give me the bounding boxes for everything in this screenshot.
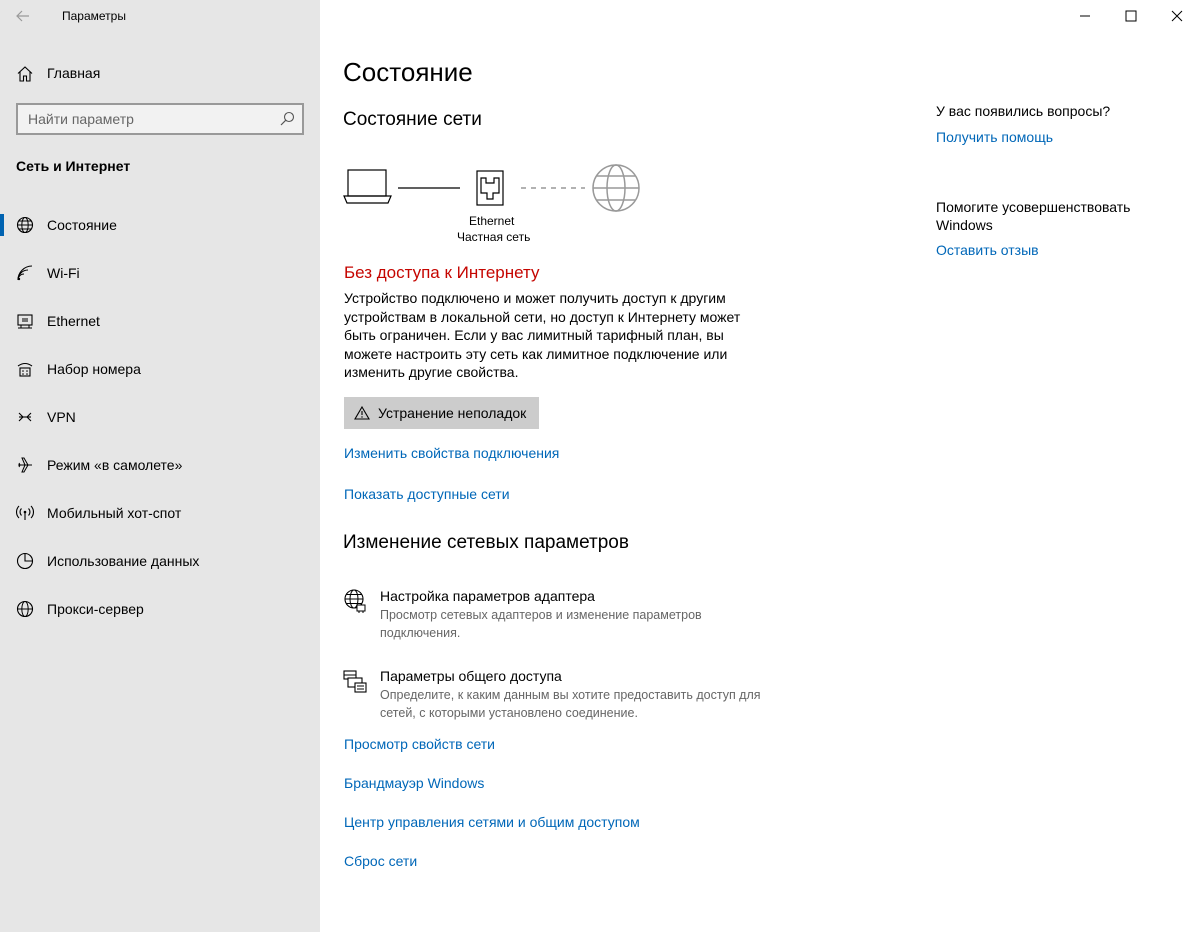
warning-icon (354, 406, 370, 420)
adapter-name: Ethernet (469, 214, 515, 228)
search-icon (279, 111, 295, 127)
sidebar-item-label: Ethernet (47, 313, 100, 329)
main-content (320, 0, 1200, 932)
change-network-settings-heading: Изменение сетевых параметров (343, 532, 629, 553)
sharing-settings-item[interactable] (342, 668, 782, 724)
setting-title: Параметры общего доступа (380, 668, 562, 684)
network-sharing-center-link[interactable]: Центр управления сетями и общим доступом (344, 814, 640, 830)
adapter-settings-item[interactable] (342, 588, 782, 644)
sidebar-item-data-usage[interactable] (0, 537, 320, 585)
home-icon (16, 65, 34, 83)
sidebar-item-label: Мобильный хот-спот (47, 505, 182, 521)
windows-firewall-link[interactable]: Брандмауэр Windows (344, 775, 485, 791)
get-help-link[interactable]: Получить помощь (936, 129, 1054, 145)
troubleshoot-button[interactable] (344, 397, 539, 429)
proxy-globe-icon (16, 600, 34, 618)
internet-globe-icon (593, 165, 639, 211)
sidebar-item-vpn[interactable] (0, 393, 320, 441)
connection-status: Без доступа к Интернету (344, 263, 540, 282)
sidebar (0, 0, 320, 932)
page-title: Состояние (343, 57, 473, 87)
sidebar-item-dialup[interactable] (0, 345, 320, 393)
setting-description: Определите, к каким данным вы хотите предоставить доступ для сетей, с которыми установлено соединение. (380, 688, 761, 720)
sidebar-item-label: Набор номера (47, 361, 141, 377)
sidebar-item-proxy[interactable] (0, 585, 320, 633)
laptop-icon (344, 170, 391, 203)
hotspot-icon (16, 504, 34, 522)
show-available-networks-link[interactable]: Показать доступные сети (344, 486, 510, 502)
troubleshoot-label: Устранение неполадок (378, 405, 527, 421)
dialup-icon (16, 360, 34, 378)
status-description: Устройство подключено и может получить доступ к другим устройствам в локальной сети, но доступ к Интернету может быть ограничен. Если у вас лимитный тарифный план, вы можете настроить эту сеть как лимитное подключение или изменить другие свойства. (344, 290, 741, 380)
improve-windows-text: Помогите усовершенствовать Windows (936, 199, 1131, 233)
sidebar-item-ethernet[interactable] (0, 297, 320, 345)
sidebar-item-status[interactable] (0, 201, 320, 249)
sidebar-item-label: VPN (47, 409, 76, 425)
sidebar-item-label: Wi-Fi (47, 265, 80, 281)
app-title: Параметры (62, 9, 126, 23)
adapter-globe-icon (342, 588, 368, 614)
router-icon (477, 171, 503, 205)
network-type: Частная сеть (457, 230, 531, 244)
section-label: Сеть и Интернет (16, 158, 131, 174)
give-feedback-link[interactable]: Оставить отзыв (936, 242, 1039, 258)
sidebar-item-label: Состояние (47, 217, 117, 233)
ethernet-icon (16, 312, 34, 330)
search-input[interactable] (28, 110, 268, 128)
change-connection-properties-link[interactable]: Изменить свойства подключения (344, 445, 560, 461)
setting-title: Настройка параметров адаптера (380, 588, 595, 604)
home-label: Главная (47, 65, 101, 81)
data-usage-icon (16, 552, 34, 570)
network-reset-link[interactable]: Сброс сети (344, 853, 418, 869)
sidebar-item-label: Режим «в самолете» (47, 457, 183, 473)
titlebar (0, 0, 320, 32)
vpn-icon (16, 408, 34, 426)
view-network-properties-link[interactable]: Просмотр свойств сети (344, 736, 496, 752)
back-arrow-icon (12, 4, 36, 28)
help-question: У вас появились вопросы? (936, 103, 1111, 119)
network-status-heading: Состояние сети (343, 109, 482, 130)
sidebar-item-label: Прокси-сервер (47, 601, 144, 617)
sidebar-item-airplane[interactable] (0, 441, 320, 489)
sidebar-nav (0, 201, 320, 633)
sharing-icon (342, 668, 368, 694)
back-button[interactable] (12, 4, 36, 28)
wifi-icon (16, 264, 34, 282)
home-globe-icon (16, 216, 34, 234)
sidebar-item-label: Использование данных (47, 553, 200, 569)
setting-description: Просмотр сетевых адаптеров и изменение параметров подключения. (380, 608, 702, 640)
airplane-icon (16, 456, 34, 474)
sidebar-item-wifi[interactable] (0, 249, 320, 297)
sidebar-item-hotspot[interactable] (0, 489, 320, 537)
search-box[interactable] (16, 103, 304, 135)
